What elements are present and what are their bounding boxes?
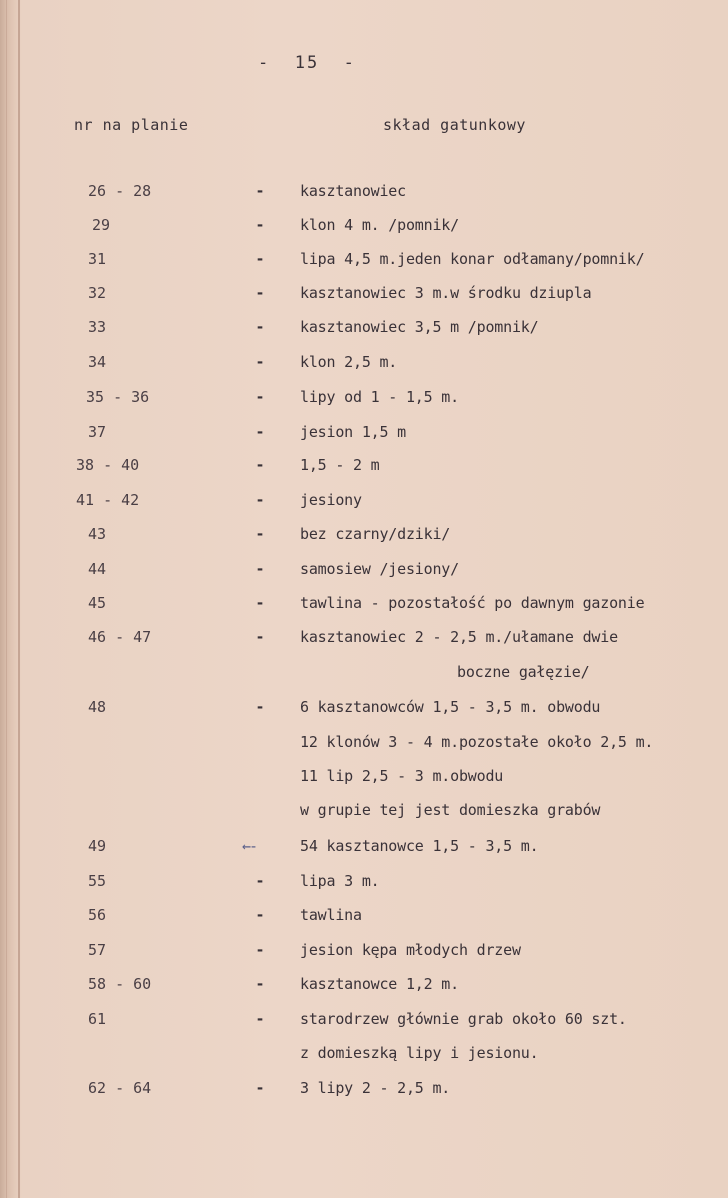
table-row	[0, 837, 728, 863]
dash-separator: -	[255, 456, 265, 474]
species-description: bez czarny/dziki/	[300, 525, 451, 543]
species-description: z domieszką lipy i jesionu.	[300, 1044, 539, 1062]
dash-separator: -	[255, 628, 265, 646]
species-description: lipa 4,5 m.jeden konar odłamany/pomnik/	[300, 250, 645, 268]
table-row	[0, 698, 728, 724]
species-description: klon 4 m. /pomnik/	[300, 216, 459, 234]
plan-number: 62 - 64	[88, 1079, 152, 1097]
dash-separator: -	[255, 423, 265, 441]
species-description: kasztanowiec	[300, 182, 406, 200]
species-description: 6 kasztanowców 1,5 - 3,5 m. obwodu	[300, 698, 601, 716]
plan-number: 56	[88, 906, 107, 924]
arrow-dash-marker: ←-	[241, 837, 257, 855]
species-description: 12 klonów 3 - 4 m.pozostałe około 2,5 m.	[300, 733, 654, 751]
species-description: jesion kępa młodych drzew	[300, 941, 521, 959]
plan-number: 49	[88, 837, 107, 855]
table-row	[0, 182, 728, 208]
table-row	[0, 628, 728, 654]
table-row	[0, 663, 728, 689]
dash-separator: -	[255, 250, 265, 268]
plan-number: 58 - 60	[88, 975, 152, 993]
species-description: 1,5 - 2 m	[300, 456, 380, 474]
column-header-plan-number: nr na planie	[74, 116, 189, 134]
plan-number: 46 - 47	[88, 628, 152, 646]
table-row	[0, 1079, 728, 1105]
table-row	[0, 1044, 728, 1070]
species-description: 54 kasztanowce 1,5 - 3,5 m.	[300, 837, 539, 855]
plan-number: 26 - 28	[88, 182, 152, 200]
dash-separator: -	[255, 284, 265, 302]
plan-number: 38 - 40	[76, 456, 140, 474]
page-number: - 15 -	[258, 53, 356, 73]
plan-number: 43	[88, 525, 107, 543]
dash-separator: -	[255, 560, 265, 578]
table-row	[0, 767, 728, 793]
table-row	[0, 318, 728, 344]
species-description: 3 lipy 2 - 2,5 m.	[300, 1079, 451, 1097]
dash-separator: -	[255, 216, 265, 234]
plan-number: 48	[88, 698, 107, 716]
species-description: 11 lip 2,5 - 3 m.obwodu	[300, 767, 504, 785]
dash-separator: -	[255, 1010, 265, 1028]
table-row	[0, 975, 728, 1001]
species-description: samosiew /jesiony/	[300, 560, 459, 578]
plan-number: 37	[88, 423, 107, 441]
species-description: jesion 1,5 m	[300, 423, 406, 441]
table-row	[0, 216, 728, 242]
species-description: kasztanowiec 3 m.w środku dziupla	[300, 284, 592, 302]
plan-number: 29	[92, 216, 111, 234]
plan-number: 33	[88, 318, 107, 336]
plan-number: 41 - 42	[76, 491, 140, 509]
table-row	[0, 491, 728, 517]
dash-separator: -	[255, 525, 265, 543]
table-row	[0, 250, 728, 276]
species-description: w grupie tej jest domieszka grabów	[300, 801, 601, 819]
plan-number: 45	[88, 594, 107, 612]
table-row	[0, 594, 728, 620]
species-description: jesiony	[300, 491, 362, 509]
table-row	[0, 284, 728, 310]
table-row	[0, 388, 728, 414]
table-row	[0, 872, 728, 898]
table-row	[0, 423, 728, 449]
plan-number: 32	[88, 284, 107, 302]
plan-number: 57	[88, 941, 107, 959]
plan-number: 44	[88, 560, 107, 578]
dash-separator: -	[255, 941, 265, 959]
dash-separator: -	[255, 906, 265, 924]
dash-separator: -	[255, 698, 265, 716]
table-row	[0, 353, 728, 379]
dash-separator: -	[255, 491, 265, 509]
species-description: kasztanowiec 3,5 m /pomnik/	[300, 318, 539, 336]
table-row	[0, 560, 728, 586]
plan-number: 55	[88, 872, 107, 890]
species-description: starodrzew głównie grab około 60 szt.	[300, 1010, 627, 1028]
dash-separator: -	[255, 353, 265, 371]
species-description: boczne gałęzie/	[457, 663, 590, 681]
plan-number: 34	[88, 353, 107, 371]
table-row	[0, 906, 728, 932]
dash-separator: -	[255, 318, 265, 336]
species-description: tawlina	[300, 906, 362, 924]
species-description: lipa 3 m.	[300, 872, 380, 890]
table-row	[0, 801, 728, 827]
column-header-species: skład gatunkowy	[383, 116, 526, 134]
dash-separator: -	[255, 872, 265, 890]
table-row	[0, 733, 728, 759]
species-description: kasztanowce 1,2 m.	[300, 975, 459, 993]
plan-number: 31	[88, 250, 107, 268]
species-description: kasztanowiec 2 - 2,5 m./ułamane dwie	[300, 628, 618, 646]
dash-separator: -	[255, 182, 265, 200]
species-description: lipy od 1 - 1,5 m.	[300, 388, 459, 406]
plan-number: 61	[88, 1010, 107, 1028]
species-description: klon 2,5 m.	[300, 353, 398, 371]
table-row	[0, 456, 728, 482]
plan-number: 35 - 36	[86, 388, 150, 406]
dash-separator: -	[255, 975, 265, 993]
table-row	[0, 525, 728, 551]
dash-separator: -	[255, 388, 265, 406]
species-description: tawlina - pozostałość po dawnym gazonie	[300, 594, 645, 612]
table-row	[0, 1010, 728, 1036]
dash-separator: -	[255, 594, 265, 612]
table-row	[0, 941, 728, 967]
dash-separator: -	[255, 1079, 265, 1097]
